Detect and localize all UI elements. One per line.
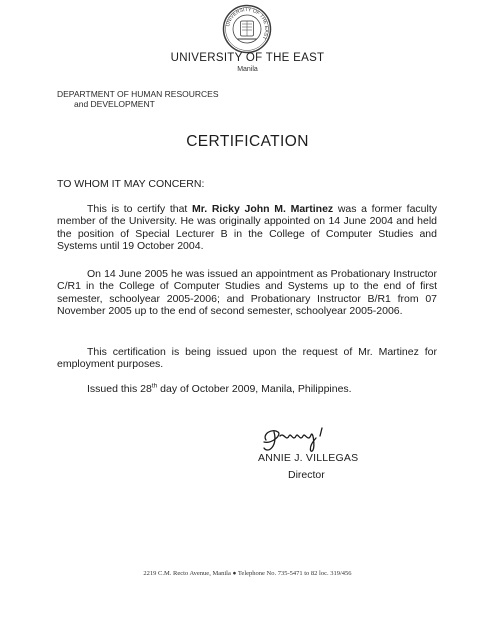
issued-prefix: Issued this 28 xyxy=(87,383,152,395)
seal-text: UNIVERSITY OF THE EAST xyxy=(225,6,270,41)
issued-suffix: day of October 2009, Manila, Philippines. xyxy=(157,383,352,395)
paragraph-2: On 14 June 2005 he was issued an appointment as Probationary Instructor C/R1 in the College of Computer Studies and Systems up to the end of first semester, schoolyear 2005-2006; and Probationary Instructor B/R1 from 07 November 2005 up to the end of second semester, schoolyear 2005-2006. xyxy=(57,268,437,317)
university-name: UNIVERSITY OF THE EAST xyxy=(170,52,325,64)
faculty-name: Mr. Ricky John M. Martinez xyxy=(192,203,334,215)
document-title: CERTIFICATION xyxy=(186,133,309,150)
department-block xyxy=(57,89,219,109)
department-line-1: DEPARTMENT OF HUMAN RESOURCES xyxy=(57,89,219,99)
paragraph-1 xyxy=(57,203,437,252)
paragraph-1-intro: This is to certify that xyxy=(87,203,192,215)
department-line-2: and DEVELOPMENT xyxy=(74,99,155,109)
handwritten-signature xyxy=(258,422,340,456)
signatory-name: ANNIE J. VILLEGAS xyxy=(258,452,359,464)
paragraph-3: This certification is being issued upon the request of Mr. Martinez for employment purposes. xyxy=(57,346,437,371)
university-city: Manila xyxy=(237,66,258,73)
issued-line xyxy=(57,383,437,395)
footer-address: 2219 C.M. Recto Avenue, Manila ● Telephone No. 735-5471 to 82 loc. 319/456 xyxy=(143,570,352,577)
university-seal-icon xyxy=(222,4,272,54)
signatory-position: Director xyxy=(288,469,325,481)
salutation: TO WHOM IT MAY CONCERN: xyxy=(57,178,205,190)
paragraph-1-rest: was a former faculty member of the University. He was originally appointed on 14 June 2004 and held the position of Special Lecturer B in the College of Computer Studies and Systems until 19 October 2004. xyxy=(57,203,438,252)
issued-ordinal: th xyxy=(151,382,158,390)
